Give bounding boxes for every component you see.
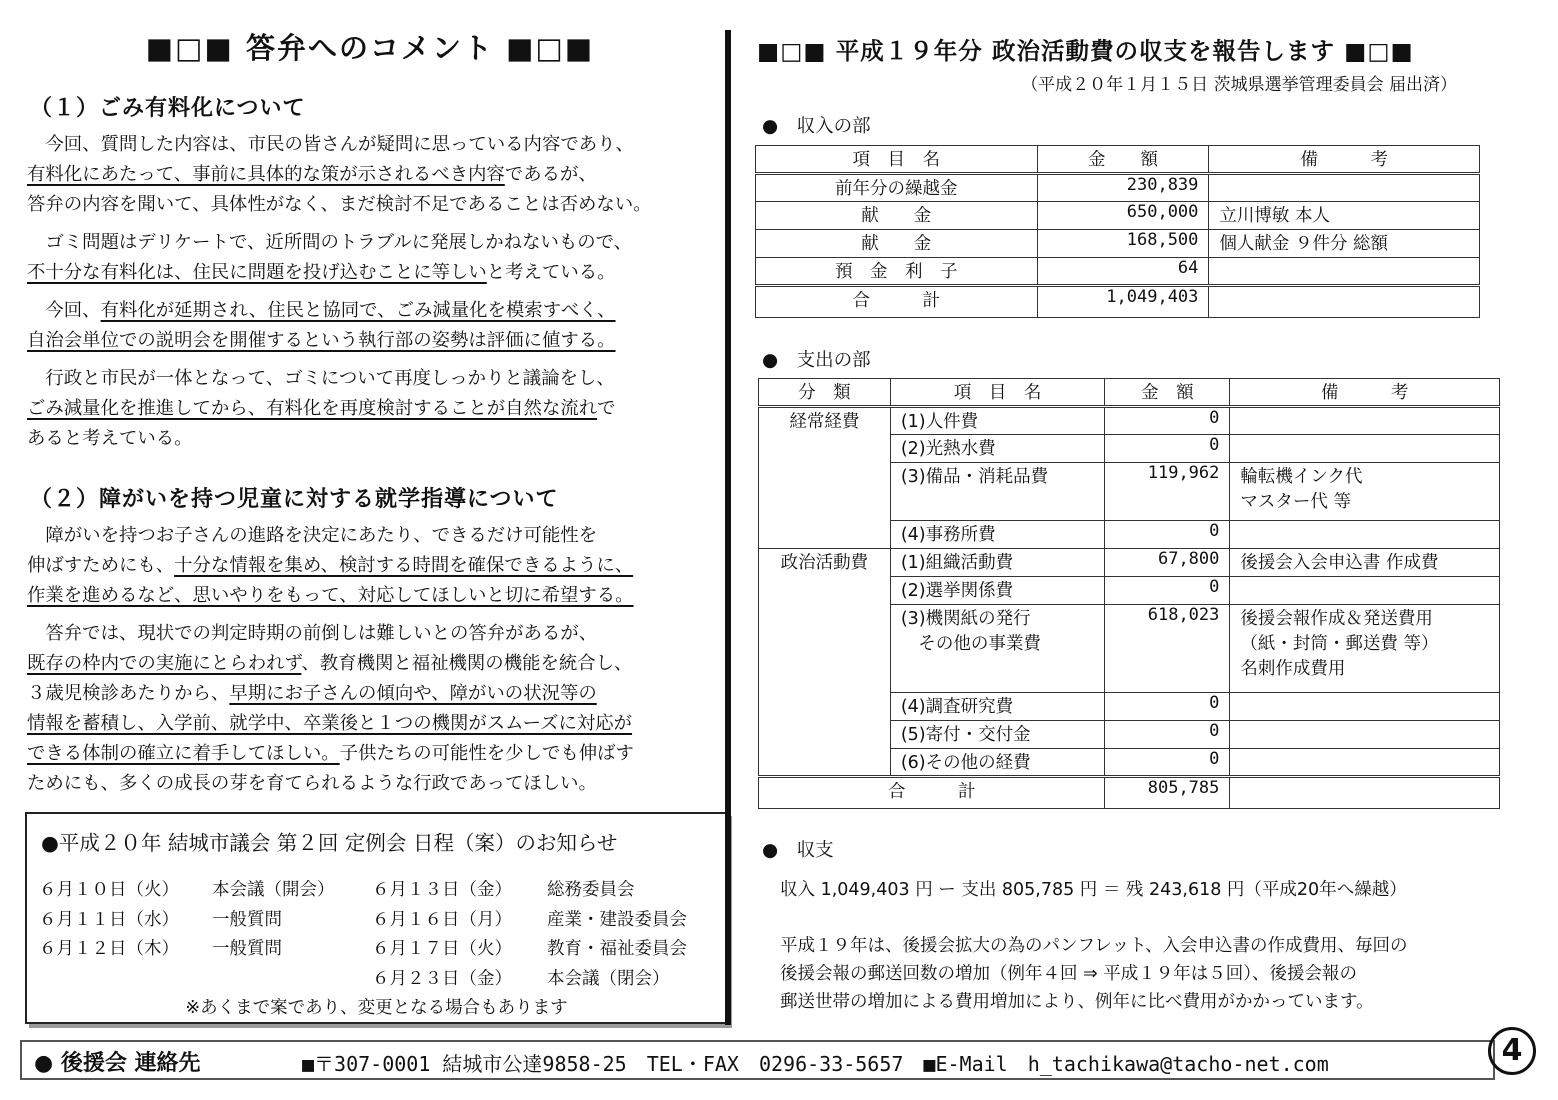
expense-amount: 119,962 bbox=[1105, 463, 1230, 521]
report-subtitle: （平成２０年１月１５日 茨城県選挙管理委員会 届出済） bbox=[1021, 75, 1457, 95]
income-total-row bbox=[756, 286, 1480, 318]
text-line bbox=[27, 424, 727, 454]
underlined-text: 早期にお子さんの傾向や、障がいの状況等の bbox=[229, 683, 597, 704]
expense-header-amount: 金 額 bbox=[1105, 379, 1230, 407]
underlined-text: ごみ減量化を推進してから、有料化を再度検討することが自然な流れ bbox=[27, 398, 598, 419]
expense-header-note: 備 考 bbox=[1230, 379, 1500, 407]
text-segment: 子供たちの可能性を少しでも伸ばす bbox=[339, 743, 634, 764]
balance-heading: ● 収支 bbox=[762, 840, 834, 861]
section2-body bbox=[27, 521, 727, 799]
text-segment: 伸ばすためにも、 bbox=[27, 555, 175, 576]
text-segment: ゴミ問題はデリケートで、近所間のトラブルに発展しかねないもので、 bbox=[27, 232, 633, 253]
text-segment: 今回、 bbox=[27, 300, 101, 321]
text-segment: 今回、質問した内容は、市民の皆さんが疑問に思っている内容であり、 bbox=[27, 134, 634, 155]
expense-amount: 0 bbox=[1105, 521, 1230, 549]
text-segment: 行政と市民が一体となって、ゴミについて再度しっかりと議論をし、 bbox=[27, 368, 615, 389]
paragraph bbox=[27, 228, 727, 288]
schedule-date: ６月２３日（金） bbox=[372, 968, 512, 989]
income-total-label: 合 計 bbox=[756, 286, 1038, 318]
income-note: 個人献金 ９件分 総額 bbox=[1209, 230, 1480, 258]
underlined-text: 有料化にあたって、事前に具体的な策が示されるべき内容 bbox=[27, 164, 505, 185]
text-line bbox=[27, 258, 727, 288]
income-amount: 230,839 bbox=[1037, 174, 1209, 202]
text-line bbox=[27, 551, 727, 581]
schedule-date: ６月１０日（火） bbox=[39, 880, 179, 900]
text-segment: ３歳児検診あたりから、 bbox=[27, 683, 230, 704]
paragraph bbox=[27, 521, 727, 611]
expense-category: 政治活動費 bbox=[759, 549, 891, 777]
income-header-note: 備 考 bbox=[1209, 146, 1480, 174]
expense-note bbox=[1230, 693, 1500, 721]
expense-amount: 0 bbox=[1105, 693, 1230, 721]
text-line bbox=[27, 364, 727, 394]
expense-total-label: 合 計 bbox=[759, 777, 1105, 809]
section1-heading: （１）ごみ有料化について bbox=[30, 96, 306, 121]
text-line bbox=[27, 160, 727, 190]
contact-label: ● 後援会 連絡先 bbox=[34, 1051, 201, 1076]
expense-item: (4)事務所費 bbox=[890, 521, 1105, 549]
income-item: 預 金 利 子 bbox=[756, 258, 1038, 286]
text-line bbox=[27, 228, 727, 258]
contact-address: ■〒307-0001 結城市公達9858-25 TEL・FAX 0296-33-5657 ■E-Mail h_tachikawa@tacho-net.com bbox=[302, 1052, 1329, 1076]
income-item: 献 金 bbox=[756, 202, 1038, 230]
balance-note-line: 郵送世帯の増加による費用増加により、例年に比べ費用がかかっています。 bbox=[780, 992, 1374, 1012]
expense-item: (2)光熱水費 bbox=[890, 435, 1105, 463]
schedule-date: ６月１２日（木） bbox=[39, 939, 179, 959]
expense-amount: 0 bbox=[1105, 435, 1230, 463]
text-segment: と考えている。 bbox=[486, 262, 616, 283]
paragraph bbox=[27, 619, 727, 799]
schedule-event: 総務委員会 bbox=[547, 880, 635, 900]
expense-note: 後援会入会申込書 作成費 bbox=[1230, 549, 1500, 577]
text-line bbox=[27, 130, 727, 160]
left-title: ■□■ 答弁へのコメント ■□■ bbox=[145, 31, 595, 65]
balance-note-line: 平成１９年は、後援会拡大の為のパンフレット、入会申込書の作成費用、毎回の bbox=[780, 936, 1408, 956]
expense-note bbox=[1230, 749, 1500, 777]
notice-note: ※あくまで案であり、変更となる場合もあります bbox=[185, 998, 568, 1018]
income-item: 献 金 bbox=[756, 230, 1038, 258]
income-amount: 64 bbox=[1037, 258, 1209, 286]
balance-note-line: 後援会報の郵送回数の増加（例年４回 ⇒ 平成１９年は５回）、後援会報の bbox=[780, 964, 1358, 984]
schedule-event: 本会議（閉会） bbox=[547, 968, 670, 989]
schedule-date: ６月１３日（金） bbox=[372, 880, 512, 900]
text-line bbox=[27, 709, 727, 739]
expense-header-category: 分 類 bbox=[759, 379, 891, 407]
expense-item: (1)組織活動費 bbox=[890, 549, 1105, 577]
underlined-text: 不十分な有料化は、住民に問題を投げ込むことに等しい bbox=[27, 262, 487, 283]
expense-total-row bbox=[759, 777, 1500, 809]
income-heading: ● 収入の部 bbox=[762, 116, 871, 137]
schedule-event: 産業・建設委員会 bbox=[547, 909, 687, 930]
expense-amount: 0 bbox=[1105, 721, 1230, 749]
schedule-date: ６月１６日（月） bbox=[372, 909, 512, 930]
text-segment: であるが、 bbox=[504, 164, 597, 185]
income-total-note bbox=[1209, 286, 1480, 318]
contact-footer bbox=[20, 1040, 1495, 1080]
paragraph bbox=[27, 130, 727, 220]
expense-item: (2)選挙関係費 bbox=[890, 577, 1105, 605]
expense-total: 805,785 bbox=[1105, 777, 1230, 809]
income-note: 立川博敏 本人 bbox=[1209, 202, 1480, 230]
income-row bbox=[756, 230, 1480, 258]
income-row bbox=[756, 174, 1480, 202]
expense-table bbox=[758, 378, 1500, 809]
schedule-date: ６月１７日（火） bbox=[372, 939, 512, 959]
expense-item: (1)人件費 bbox=[890, 407, 1105, 435]
text-segment: 障がいを持つお子さんの進路を決定にあたり、できるだけ可能性を bbox=[27, 525, 598, 546]
text-line bbox=[27, 521, 727, 551]
page-number: 4 bbox=[1488, 1027, 1536, 1075]
income-note bbox=[1209, 258, 1480, 286]
underlined-text: できる体制の確立に着手してほしい。 bbox=[27, 743, 340, 764]
schedule-event: 一般質問 bbox=[212, 939, 282, 959]
text-line bbox=[27, 649, 727, 679]
balance-line: 収入 1,049,403 円 ー 支出 805,785 円 ＝ 残 243,618 円（平成20年へ繰越） bbox=[780, 880, 1407, 900]
expense-item: (4)調査研究費 bbox=[890, 693, 1105, 721]
text-line bbox=[27, 190, 727, 220]
expense-note: 後援会報作成＆発送費用 （紙・封筒・郵送費 等） 名刺作成費用 bbox=[1230, 605, 1500, 693]
underlined-text: 有料化が延期され、住民と協同で、ごみ減量化を模索すべく、 bbox=[100, 300, 616, 321]
notice-title: ●平成２０年 結城市議会 第２回 定例会 日程（案）のお知らせ bbox=[41, 831, 618, 855]
income-amount: 650,000 bbox=[1037, 202, 1209, 230]
schedule-event: 教育・福祉委員会 bbox=[547, 939, 687, 959]
text-line bbox=[27, 769, 727, 799]
text-segment: ためにも、多くの成長の芽を育てられるような行政であってほしい。 bbox=[27, 773, 597, 794]
income-header-amount: 金 額 bbox=[1037, 146, 1209, 174]
expense-amount: 67,800 bbox=[1105, 549, 1230, 577]
expense-note bbox=[1230, 435, 1500, 463]
expense-total-note bbox=[1230, 777, 1500, 809]
income-total: 1,049,403 bbox=[1037, 286, 1209, 318]
section2-heading: （２）障がいを持つ児童に対する就学指導について bbox=[30, 487, 559, 512]
expense-note bbox=[1230, 721, 1500, 749]
expense-amount: 618,023 bbox=[1105, 605, 1230, 693]
expense-amount: 0 bbox=[1105, 407, 1230, 435]
expense-heading: ● 支出の部 bbox=[762, 350, 871, 371]
expense-amount: 0 bbox=[1105, 577, 1230, 605]
expense-note bbox=[1230, 521, 1500, 549]
expense-item: (6)その他の経費 bbox=[890, 749, 1105, 777]
text-line bbox=[27, 326, 727, 356]
underlined-text: 十分な情報を集め、検討する時間を確保できるように、 bbox=[174, 555, 634, 576]
expense-amount: 0 bbox=[1105, 749, 1230, 777]
underlined-text: 作業を進めるなど、思いやりをもって、対応してほしいと切に希望する。 bbox=[27, 585, 634, 606]
text-line bbox=[27, 739, 727, 769]
paragraph bbox=[27, 296, 727, 356]
expense-row bbox=[759, 549, 1500, 577]
schedule-event: 本会議（開会） bbox=[212, 880, 335, 900]
text-line bbox=[27, 581, 727, 611]
section1-body bbox=[27, 130, 727, 454]
text-segment: で bbox=[597, 398, 616, 419]
income-row bbox=[756, 202, 1480, 230]
income-table bbox=[755, 145, 1480, 318]
schedule-event: 一般質問 bbox=[212, 909, 282, 930]
paragraph bbox=[27, 364, 727, 454]
schedule-date: ６月１１日（水） bbox=[39, 909, 179, 930]
expense-category: 経常経費 bbox=[759, 407, 891, 549]
underlined-text: 自治会単位での説明会を開催するという執行部の姿勢は評価に値する。 bbox=[27, 330, 616, 351]
balance-note bbox=[780, 932, 1408, 1016]
text-line bbox=[27, 296, 727, 326]
column-divider bbox=[725, 30, 731, 1025]
expense-item: (5)寄付・交付金 bbox=[890, 721, 1105, 749]
income-note bbox=[1209, 174, 1480, 202]
text-segment: 答弁では、現状での判定時期の前倒しは難しいとの答弁があるが、 bbox=[27, 623, 598, 644]
session-schedule-notice bbox=[25, 812, 728, 1024]
income-item: 前年分の繰越金 bbox=[756, 174, 1038, 202]
expense-item: (3)機関紙の発行 その他の事業費 bbox=[890, 605, 1105, 693]
underlined-text: 既存の枠内での実施にとらわれず bbox=[27, 653, 302, 674]
expense-note: 輪転機インク代 マスター代 等 bbox=[1230, 463, 1500, 521]
income-amount: 168,500 bbox=[1037, 230, 1209, 258]
expense-note bbox=[1230, 407, 1500, 435]
expense-header-item: 項 目 名 bbox=[890, 379, 1105, 407]
underlined-text: 情報を蓄積し、入学前、就学中、卒業後と１つの機関がスムーズに対応が bbox=[27, 713, 633, 734]
text-segment: 答弁の内容を聞いて、具体性がなく、まだ検討不足であることは否めない。 bbox=[27, 194, 652, 215]
expense-item: (3)備品・消耗品費 bbox=[890, 463, 1105, 521]
income-header-item: 項 目 名 bbox=[756, 146, 1038, 174]
text-line bbox=[27, 394, 727, 424]
text-segment: 、教育機関と福祉機関の機能を統合し、 bbox=[301, 653, 633, 674]
expense-note bbox=[1230, 577, 1500, 605]
income-row bbox=[756, 258, 1480, 286]
text-line bbox=[27, 679, 727, 709]
report-title: ■□■ 平成１９年分 政治活動費の収支を報告します ■□■ bbox=[757, 37, 1414, 65]
expense-row bbox=[759, 407, 1500, 435]
text-line bbox=[27, 619, 727, 649]
text-segment: あると考えている。 bbox=[27, 428, 193, 449]
